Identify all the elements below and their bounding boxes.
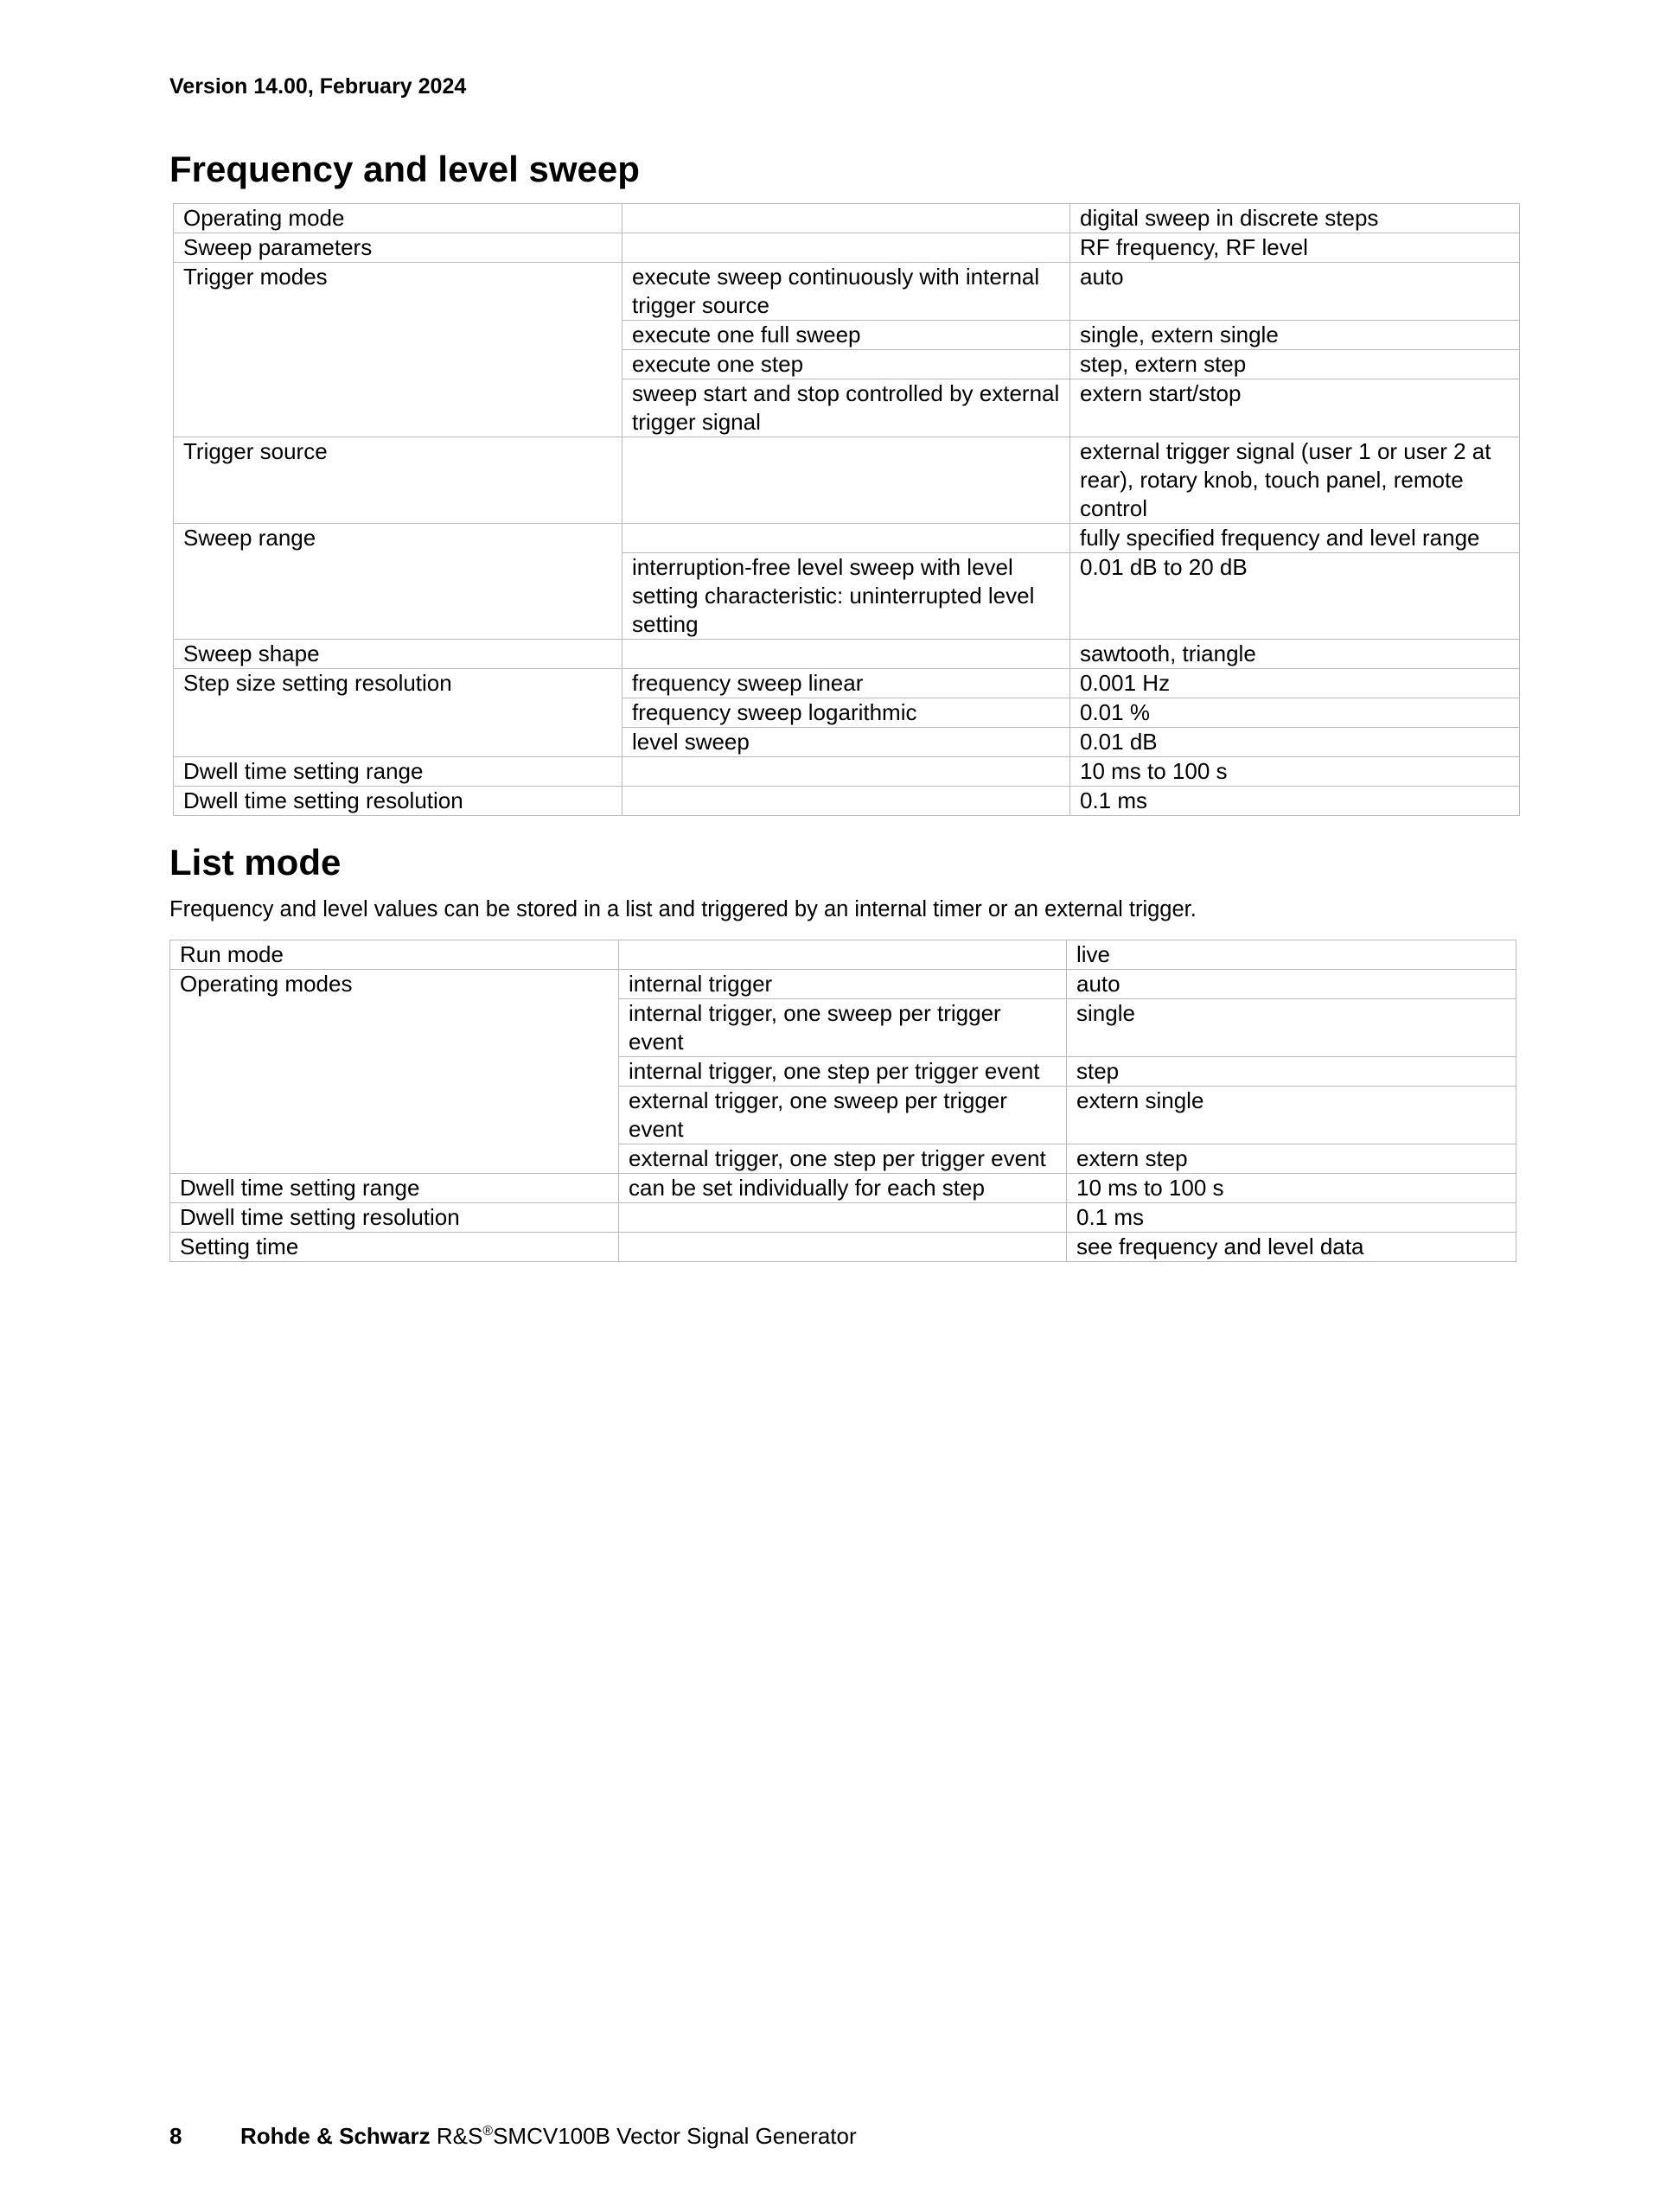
- spec-value-cell: step: [1067, 1057, 1516, 1087]
- spec-parameter-cell: Step size setting resolution: [174, 669, 622, 757]
- spec-condition-cell: interruption-free level sweep with level setting characteristic: uninterrupted level setting: [622, 553, 1070, 640]
- spec-parameter-cell: Trigger source: [174, 437, 622, 524]
- table-row: [174, 263, 1520, 321]
- table-row: [170, 970, 1516, 999]
- spec-condition-cell: [622, 787, 1070, 816]
- registered-mark: ®: [482, 2124, 494, 2139]
- spec-parameter-cell: Operating mode: [174, 204, 622, 233]
- spec-condition-cell: internal trigger, one sweep per trigger event: [619, 999, 1067, 1057]
- version-header: Version 14.00, February 2024: [169, 74, 467, 99]
- spec-parameter-cell: Operating modes: [170, 970, 619, 1174]
- table-row: [174, 787, 1520, 816]
- spec-value-cell: 0.1 ms: [1067, 1203, 1516, 1233]
- spec-condition-cell: internal trigger, one step per trigger event: [619, 1057, 1067, 1087]
- table-row: [170, 1203, 1516, 1233]
- spec-parameter-cell: Dwell time setting resolution: [170, 1203, 619, 1233]
- spec-parameter-cell: Run mode: [170, 940, 619, 970]
- spec-condition-cell: external trigger, one sweep per trigger event: [619, 1087, 1067, 1144]
- spec-condition-cell: [622, 233, 1070, 263]
- table-row: [174, 524, 1520, 553]
- spec-parameter-cell: Sweep range: [174, 524, 622, 640]
- spec-value-cell: 10 ms to 100 s: [1067, 1174, 1516, 1203]
- spec-condition-cell: frequency sweep linear: [622, 669, 1070, 698]
- spec-value-cell: 10 ms to 100 s: [1070, 757, 1520, 787]
- table-row: [170, 1174, 1516, 1203]
- spec-value-cell: RF frequency, RF level: [1070, 233, 1520, 263]
- spec-value-cell: extern start/stop: [1070, 379, 1520, 437]
- spec-parameter-cell: Sweep shape: [174, 640, 622, 669]
- page-footer: [169, 2123, 857, 2150]
- spec-value-cell: 0.01 dB: [1070, 728, 1520, 757]
- section-title-sweep: Frequency and level sweep: [169, 149, 640, 189]
- spec-parameter-cell: Trigger modes: [174, 263, 622, 437]
- spec-value-cell: auto: [1070, 263, 1520, 321]
- spec-condition-cell: [622, 640, 1070, 669]
- spec-condition-cell: execute one full sweep: [622, 321, 1070, 350]
- spec-value-cell: external trigger signal (user 1 or user 2 at rear), rotary knob, touch panel, remote control: [1070, 437, 1520, 524]
- spec-value-cell: digital sweep in discrete steps: [1070, 204, 1520, 233]
- spec-value-cell: single, extern single: [1070, 321, 1520, 350]
- table-row: [174, 233, 1520, 263]
- spec-value-cell: 0.1 ms: [1070, 787, 1520, 816]
- spec-condition-cell: [619, 1203, 1067, 1233]
- spec-parameter-cell: Setting time: [170, 1233, 619, 1262]
- spec-condition-cell: external trigger, one step per trigger event: [619, 1144, 1067, 1174]
- spec-condition-cell: [619, 1233, 1067, 1262]
- table-row: [174, 669, 1520, 698]
- spec-condition-cell: [622, 524, 1070, 553]
- spec-condition-cell: level sweep: [622, 728, 1070, 757]
- spec-value-cell: extern single: [1067, 1087, 1516, 1144]
- product-prefix: R&S: [436, 2123, 483, 2149]
- table-row: [170, 940, 1516, 970]
- list-mode-spec-table: [169, 940, 1516, 1262]
- spec-value-cell: single: [1067, 999, 1516, 1057]
- spec-condition-cell: [622, 437, 1070, 524]
- table-row: [174, 640, 1520, 669]
- spec-condition-cell: [622, 757, 1070, 787]
- spec-condition-cell: [622, 204, 1070, 233]
- spec-condition-cell: [619, 940, 1067, 970]
- spec-parameter-cell: Dwell time setting range: [170, 1174, 619, 1203]
- spec-condition-cell: frequency sweep logarithmic: [622, 698, 1070, 728]
- table-row: [170, 1233, 1516, 1262]
- spec-value-cell: extern step: [1067, 1144, 1516, 1174]
- spec-value-cell: see frequency and level data: [1067, 1233, 1516, 1262]
- spec-condition-cell: sweep start and stop controlled by external trigger signal: [622, 379, 1070, 437]
- spec-condition-cell: execute sweep continuously with internal trigger source: [622, 263, 1070, 321]
- spec-value-cell: 0.01 %: [1070, 698, 1520, 728]
- spec-parameter-cell: Dwell time setting resolution: [174, 787, 622, 816]
- spec-condition-cell: internal trigger: [619, 970, 1067, 999]
- table-row: [174, 757, 1520, 787]
- spec-value-cell: live: [1067, 940, 1516, 970]
- page-number: 8: [169, 2123, 182, 2149]
- spec-condition-cell: can be set individually for each step: [619, 1174, 1067, 1203]
- list-mode-intro: Frequency and level values can be stored in a list and triggered by an internal timer or an external trigger.: [169, 897, 1197, 921]
- product-name: SMCV100B Vector Signal Generator: [493, 2123, 857, 2149]
- table-row: [174, 437, 1520, 524]
- sweep-spec-table: [173, 203, 1520, 816]
- company-name: Rohde & Schwarz: [240, 2123, 431, 2149]
- spec-value-cell: 0.001 Hz: [1070, 669, 1520, 698]
- spec-parameter-cell: Sweep parameters: [174, 233, 622, 263]
- spec-condition-cell: execute one step: [622, 350, 1070, 379]
- section-title-list-mode: List mode: [169, 842, 342, 883]
- table-row: [174, 204, 1520, 233]
- spec-parameter-cell: Dwell time setting range: [174, 757, 622, 787]
- spec-value-cell: step, extern step: [1070, 350, 1520, 379]
- spec-value-cell: auto: [1067, 970, 1516, 999]
- spec-value-cell: fully specified frequency and level range: [1070, 524, 1520, 553]
- spec-value-cell: sawtooth, triangle: [1070, 640, 1520, 669]
- spec-value-cell: 0.01 dB to 20 dB: [1070, 553, 1520, 640]
